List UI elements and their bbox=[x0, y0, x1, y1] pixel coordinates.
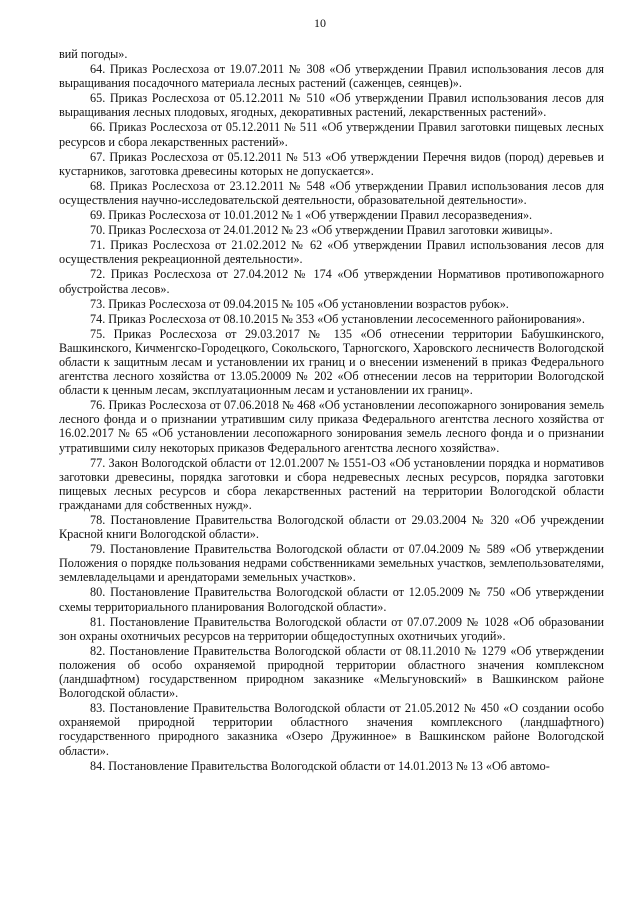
list-item-81: 81. Постановление Правительства Вологодской области от 07.07.2009 № 1028 «Об образовании зон охраны охотничьих ресурсов на территории общедоступных охотничьих угодий». bbox=[59, 614, 604, 643]
list-item-83: 83. Постановление Правительства Вологодской области от 21.05.2012 № 450 «О создании особо охраняемой природной территории областного значения комплексного (ландшафтного) государственного природного заказника «Озеро Дружинное» в Вашкинском районе Вологодской области». bbox=[59, 701, 604, 758]
list-item-71: 71. Приказ Рослесхоза от 21.02.2012 № 62 «Об утверждении Правил использования лесов для осуществления рекреационной деятельности». bbox=[59, 238, 604, 267]
list-item-76: 76. Приказ Рослесхоза от 07.06.2018 № 468 «Об установлении лесопожарного зонирования земель лесного фонда и о признании утратившим силу приказа Федерального агентства лесного хозяйства от 16.02.2017 № 65 «Об установлении лесопожарного зонирования земель лесного фонда и о признании утратившими силу некоторых приказов Федерального агентства лесного хозяйства». bbox=[59, 398, 604, 455]
document-body bbox=[59, 47, 604, 774]
list-item-67: 67. Приказ Рослесхоза от 05.12.2011 № 513 «Об утверждении Перечня видов (пород) деревьев и кустарников, заготовка древесины которых не допускается». bbox=[59, 149, 604, 178]
list-item-82: 82. Постановление Правительства Вологодской области от 08.11.2010 № 1279 «Об утверждении положения об особо охраняемой природной территории областного значения комплексном (ландшафтном) государственном природном заказнике «Мельгуновский» в Вашкинском районе Вологодской области». bbox=[59, 643, 604, 701]
list-item-70: 70. Приказ Рослесхоза от 24.01.2012 № 23 «Об утверждении Правил заготовки живицы». bbox=[90, 223, 553, 238]
list-item-73: 73. Приказ Рослесхоза от 09.04.2015 № 105 «Об установлении возрастов рубок». bbox=[90, 296, 509, 311]
list-item-77: 77. Закон Вологодской области от 12.01.2007 № 1551-ОЗ «Об установлении порядка и нормативов заготовки древесины, порядка заготовки и сбора недревесных лесных ресурсов, порядка заготовки пищевых лесных ресурсов и сбора лекарственных растений на территории Вологодской области гражданами для собственных нужд». bbox=[59, 455, 604, 512]
list-item-69: 69. Приказ Рослесхоза от 10.01.2012 № 1 «Об утверждении Правил лесоразведения». bbox=[90, 208, 533, 223]
list-item-64: 64. Приказ Рослесхоза от 19.07.2011 № 308 «Об утверждении Правил использования лесов для выращивания посадочного материала лесных растений (саженцев, сеянцев)». bbox=[59, 62, 604, 91]
list-item-72: 72. Приказ Рослесхоза от 27.04.2012 № 174 «Об утверждении Нормативов противопожарного обустройства лесов». bbox=[59, 267, 604, 296]
list-item-74: 74. Приказ Рослесхоза от 08.10.2015 № 353 «Об установлении лесосеменного районирования». bbox=[90, 311, 585, 326]
list-item-65: 65. Приказ Рослесхоза от 05.12.2011 № 510 «Об утверждении Правил использования лесов для выращивания лесных плодовых, ягодных, декоративных растений, лекарственных растений». bbox=[59, 91, 604, 120]
list-item-68: 68. Приказ Рослесхоза от 23.12.2011 № 548 «Об утверждении Правил использования лесов для осуществления научно-исследовательской деятельности, образовательной деятельности». bbox=[59, 178, 604, 207]
list-item-75: 75. Приказ Рослесхоза от 29.03.2017 № 135 «Об отнесении территории Бабушкинского, Вашкинского, Кичменгско-Городецкого, Сокольского, Тарногского, Харовского лесничеств Вологодской области к защитным лесам и установлении их границ и о внесении изменений в приказ Федерального агентства лесного хозяйства от 13.05.20009 № 202 «Об отнесении лесов на территории Вологодской области к ценным лесам, эксплуатационным лесам и установлении их границ». bbox=[59, 326, 604, 398]
page-number: 10 bbox=[314, 16, 326, 30]
list-item-66: 66. Приказ Рослесхоза от 05.12.2011 № 511 «Об утверждении Правил заготовки пищевых лесных ресурсов и сбора лекарственных растений». bbox=[59, 120, 604, 149]
list-item-80: 80. Постановление Правительства Вологодской области от 12.05.2009 № 750 «Об утверждении схемы территориального планирования Вологодской области». bbox=[59, 585, 604, 614]
paragraph-continuation: вий погоды». bbox=[59, 47, 128, 61]
list-item-79: 79. Постановление Правительства Вологодской области от 07.04.2009 № 589 «Об утверждении Положения о порядке пользования недрами собственниками земельных участков, землепользователями, землевладельцами и арендаторами земельных участков». bbox=[59, 542, 604, 585]
list-item-84: 84. Постановление Правительства Вологодской области от 14.01.2013 № 13 «Об автомо- bbox=[90, 758, 550, 773]
list-item-78: 78. Постановление Правительства Вологодской области от 29.03.2004 № 320 «Об учреждении Красной книги Вологодской области». bbox=[59, 513, 604, 542]
